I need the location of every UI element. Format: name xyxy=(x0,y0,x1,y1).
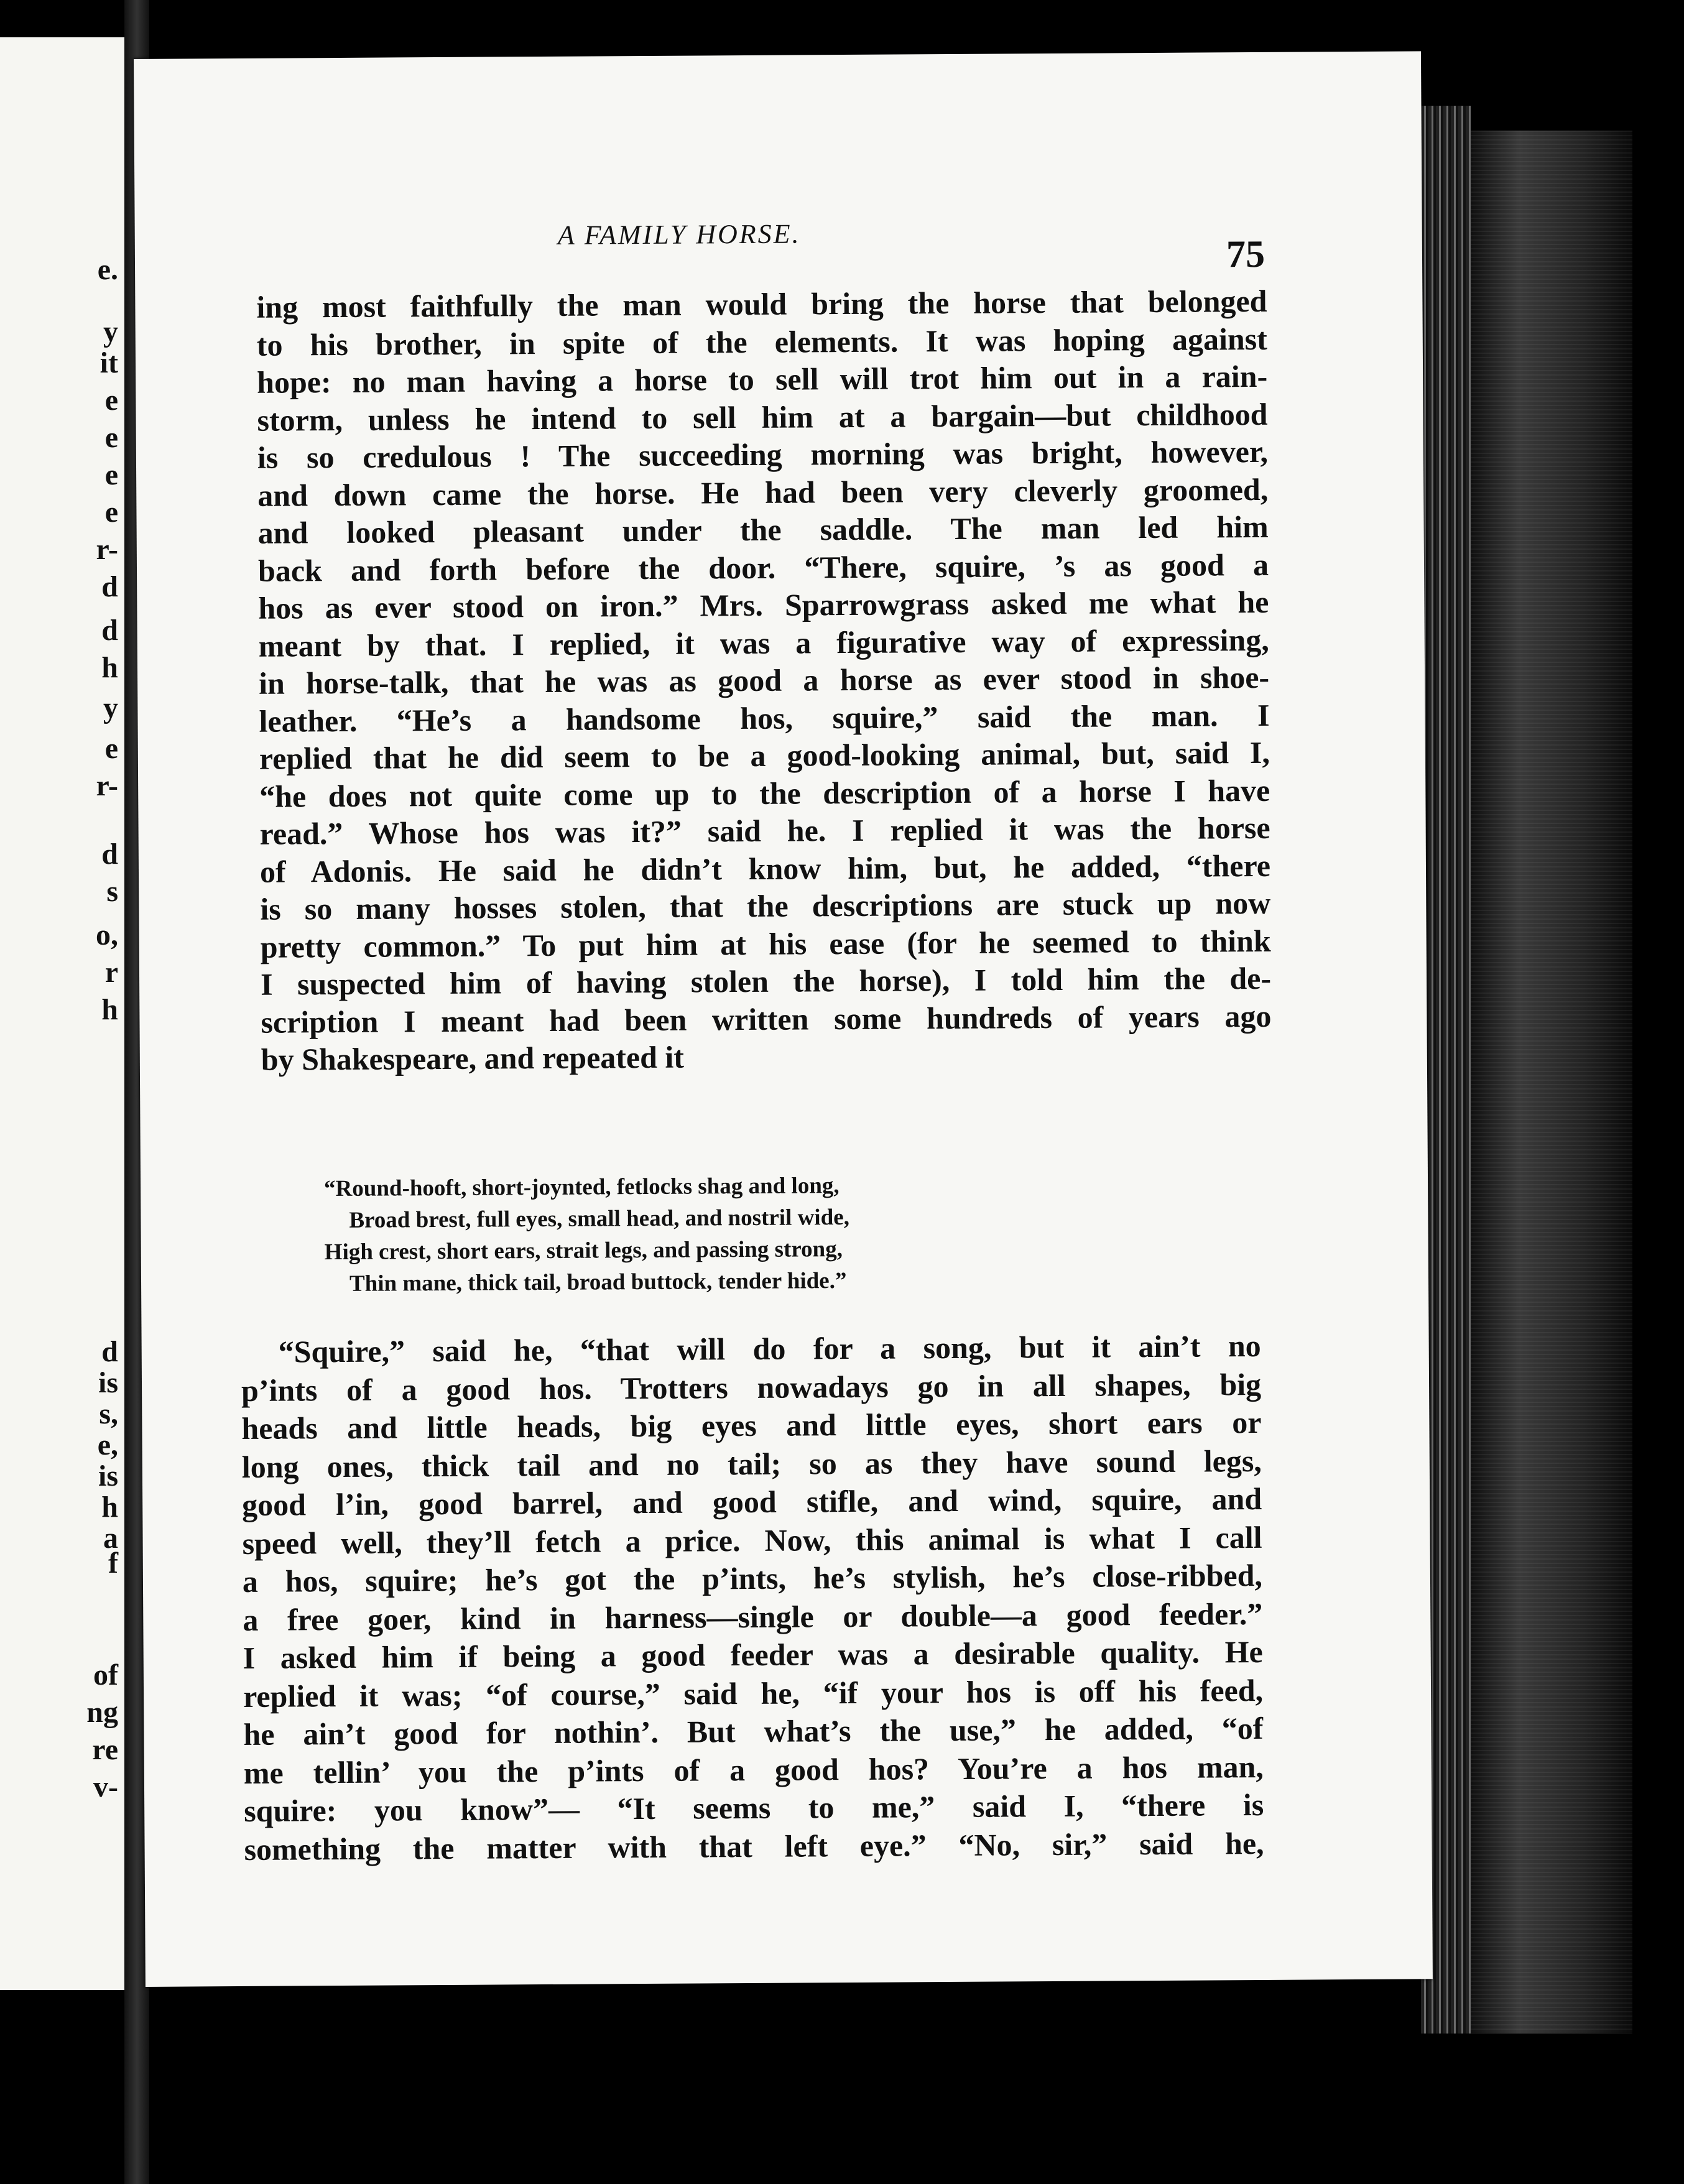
previous-page-fragment: re xyxy=(92,1733,118,1766)
paragraph-2-line: long ones, thick tail and no tail; so as they have sound legs, xyxy=(241,1443,1262,1484)
paragraph-1-line: by Shakespeare, and repeated it xyxy=(261,1039,685,1077)
previous-page-fragment: d xyxy=(101,614,118,647)
paragraph-1-line: pretty common.” To put him at his ease (for he seemed to think xyxy=(260,923,1271,965)
previous-page-fragment: e. xyxy=(97,253,118,286)
paragraph-2-line: replied it was; “of course,” said he, “if your hos is off his feed, xyxy=(243,1672,1264,1714)
paragraph-1-line: is so credulous ! The succeeding morning was bright, however, xyxy=(257,433,1269,475)
previous-page-fragment: r xyxy=(104,956,118,989)
paragraph-1-line: meant by that. I replied, it was a figurative way of expressing, xyxy=(258,622,1269,664)
previous-page-fragment: e xyxy=(104,458,118,491)
paragraph-1-line: and looked pleasant under the saddle. The man led him xyxy=(257,509,1269,550)
verse-line: Broad brest, full eyes, small head, and nostril wide, xyxy=(349,1205,850,1233)
paragraph-2-line: he ain’t good for nothin’. But what’s the use,” he added, “of xyxy=(243,1710,1264,1752)
paragraph-1-line: of Adonis. He said he didn’t know him, but, he added, “there xyxy=(259,848,1271,889)
paragraph-2-line: something the matter with that left eye.” “No, sir,” said he, xyxy=(244,1825,1264,1867)
paragraph-2 xyxy=(241,1327,1264,1869)
paragraph-1 xyxy=(256,282,1272,1078)
paragraph-1-line: scription I meant had been written some hundreds of years ago xyxy=(261,998,1272,1040)
previous-page-fragment: y xyxy=(103,692,118,724)
previous-page-fragment: s xyxy=(106,875,118,908)
paragraph-1-line: in horse-talk, that he was as good a horse as ever stood in shoe- xyxy=(258,659,1270,701)
previous-page-fragment: d xyxy=(101,1335,118,1368)
previous-page-fragment: is xyxy=(98,1366,118,1399)
previous-page-fragment: e xyxy=(104,384,118,417)
paragraph-2-line: “Squire,” said he, “that will do for a song, but it ain’t no xyxy=(278,1328,1261,1369)
paragraph-1-line: replied that he did seem to be a good-looking animal, but, said I, xyxy=(259,734,1270,776)
paragraph-1-line: storm, unless he intend to sell him at a bargain—but childhood xyxy=(257,396,1268,438)
previous-page-fragment: o, xyxy=(96,918,118,951)
paragraph-2-line: heads and little heads, big eyes and little eyes, short ears or xyxy=(241,1404,1262,1446)
previous-page-fragment: h xyxy=(101,651,118,684)
paragraph-2-line: a free goer, kind in harness—single or double—a good feeder.” xyxy=(243,1596,1263,1637)
previous-page-fragment: r- xyxy=(96,533,118,566)
verse-line: Thin mane, thick tail, broad buttock, tender hide.” xyxy=(349,1268,847,1297)
paragraph-2-line: a hos, squire; he’s got the p’ints, he’s stylish, he’s close-ribbed, xyxy=(242,1557,1263,1599)
previous-page-fragment: e xyxy=(104,732,118,765)
page-number: 75 xyxy=(1226,233,1265,276)
previous-page-fragment: e, xyxy=(97,1428,118,1461)
paragraph-2-line: speed well, they’ll fetch a price. Now, this animal is what I call xyxy=(242,1519,1262,1561)
paragraph-2-line: p’ints of a good hos. Trotters nowadays go in all shapes, big xyxy=(241,1366,1262,1408)
paragraph-1-line: back and forth before the door. “There, squire, ’s as good a xyxy=(257,547,1269,588)
previous-page-fragment: d xyxy=(101,838,118,871)
paragraph-1-line: leather. “He’s a handsome hos, squire,” said the man. I xyxy=(259,697,1270,739)
previous-page-fragment: r- xyxy=(96,769,118,802)
book-fore-edge xyxy=(1471,131,1632,2034)
paragraph-2-line: squire: you know”— “It seems to me,” said I, “there is xyxy=(244,1787,1264,1828)
previous-page-fragment: e xyxy=(104,496,118,529)
paragraph-2-line: good l’in, good barrel, and good stifle, and wind, squire, and xyxy=(242,1481,1262,1522)
paragraph-1-line: ing most faithfully the man would bring the horse that belonged xyxy=(256,283,1267,325)
previous-page-fragment: ng xyxy=(86,1696,118,1729)
previous-page-fragment: e xyxy=(104,421,118,454)
book-page xyxy=(134,51,1433,1987)
previous-page-fragment: h xyxy=(101,993,118,1026)
previous-page-fragment: y xyxy=(103,315,118,348)
paragraph-1-line: I suspected him of having stolen the horse), I told him the de- xyxy=(260,960,1272,1002)
previous-page-fragment: s, xyxy=(99,1397,118,1430)
paragraph-1-line: hope: no man having a horse to sell will trot him out in a rain- xyxy=(257,358,1268,400)
verse-line: “Round-hooft, short-joynted, fetlocks shag and long, xyxy=(323,1173,840,1202)
previous-page-fragment: h xyxy=(101,1491,118,1524)
previous-page-fragment: a xyxy=(103,1522,118,1555)
paragraph-2-line: I asked him if being a good feeder was a desirable quality. He xyxy=(243,1634,1263,1675)
previous-page-fragment: d xyxy=(101,570,118,603)
previous-page-fragment: of xyxy=(93,1659,118,1691)
previous-page-fragment: f xyxy=(108,1547,118,1580)
paragraph-2-line: me tellin’ you the p’ints of a good hos? You’re a hos man, xyxy=(243,1749,1264,1790)
paragraph-1-line: and down came the horse. He had been very cleverly groomed, xyxy=(257,471,1269,513)
paragraph-1-line: “he does not quite come up to the description of a horse I have xyxy=(259,772,1270,814)
paragraph-1-line: hos as ever stood on iron.” Mrs. Sparrowgrass asked me what he xyxy=(258,584,1269,626)
previous-page-fragment: is xyxy=(98,1460,118,1492)
paragraph-1-line: is so many hosses stolen, that the descriptions are stuck up now xyxy=(260,885,1271,927)
verse-quotation xyxy=(324,1169,946,1300)
running-head: A FAMILY HORSE. xyxy=(557,218,801,251)
verse-line: High crest, short ears, strait legs, and passing strong, xyxy=(324,1236,843,1266)
previous-page-fragment: v- xyxy=(93,1770,118,1803)
previous-page-fragment: it xyxy=(99,346,118,379)
paragraph-1-line: to his brother, in spite of the elements. It was hoping against xyxy=(256,321,1267,363)
previous-page-edge xyxy=(0,37,124,1990)
paragraph-1-line: read.” Whose hos was it?” said he. I replied it was the horse xyxy=(259,810,1270,851)
